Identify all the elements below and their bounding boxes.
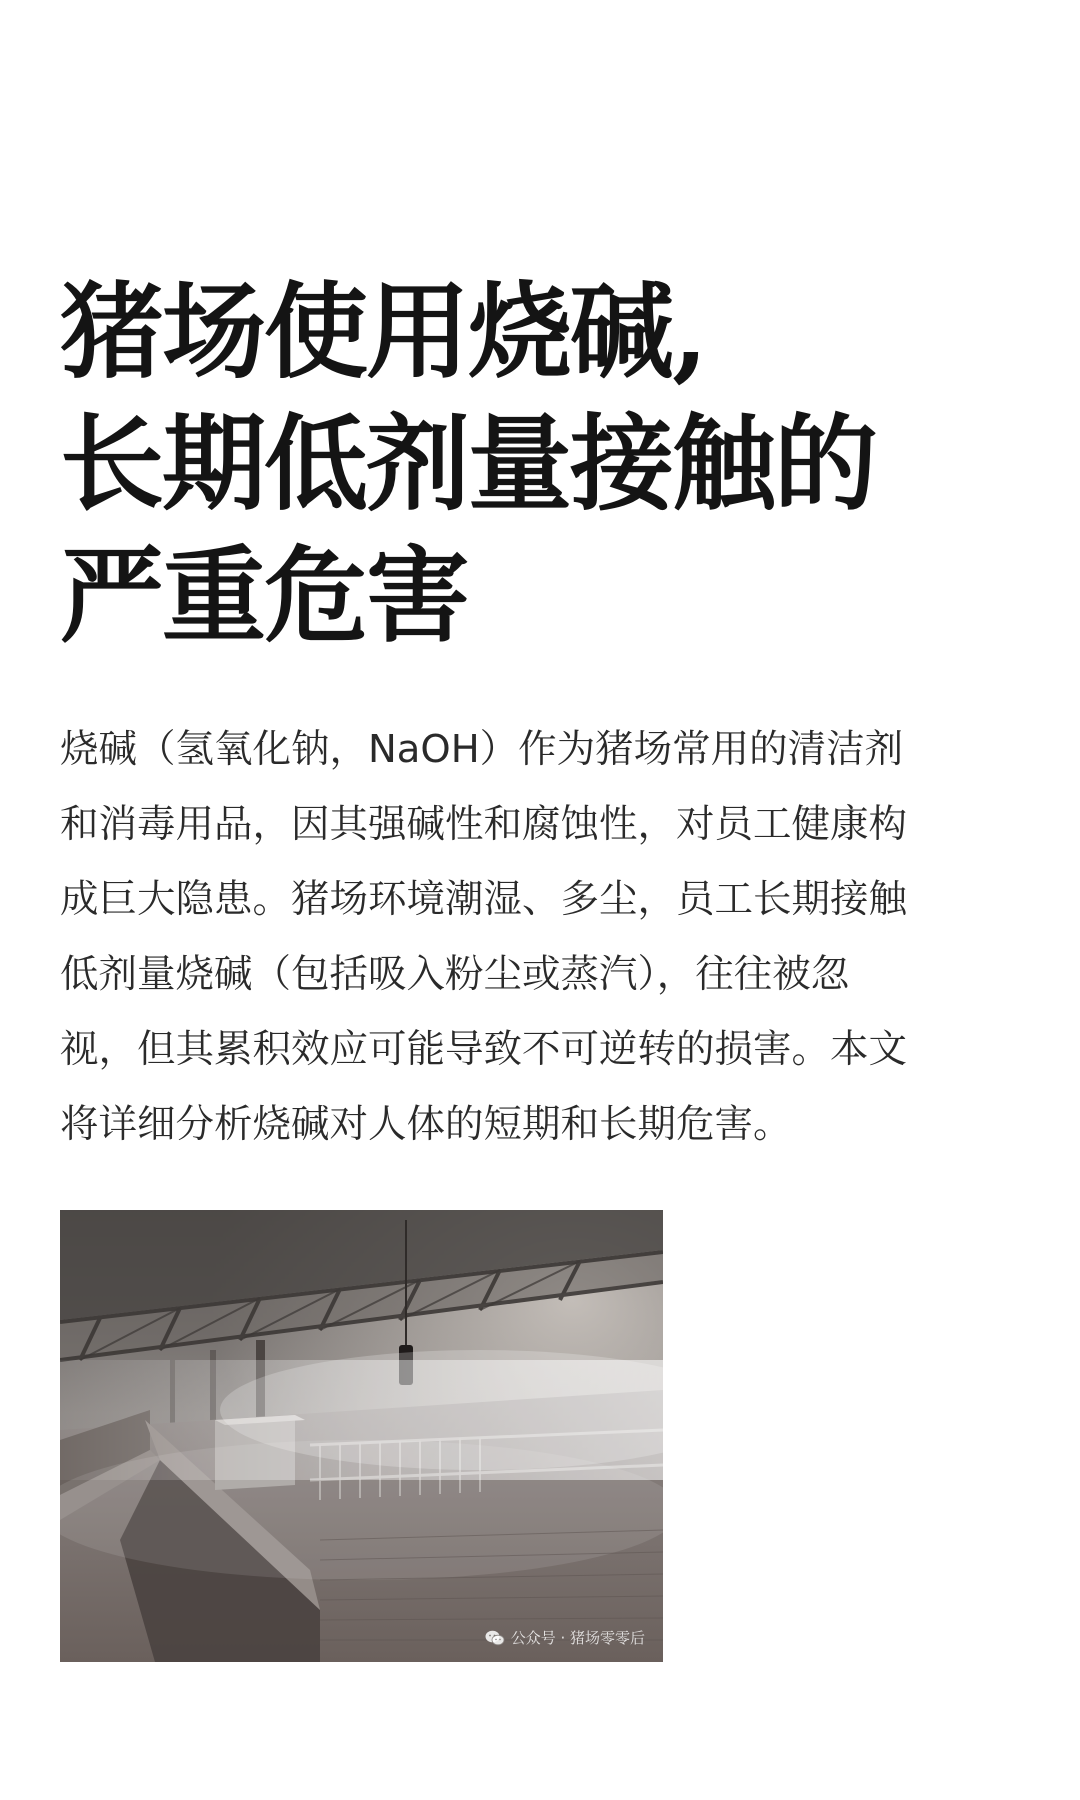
title-line-3: 严重危害 — [60, 534, 469, 657]
intro-line-5: 视，但其累积效应可能导致不可逆转的损害。本文 — [60, 1027, 908, 1072]
wechat-icon — [485, 1630, 505, 1646]
title-line-2: 长期低剂量接触的 — [60, 402, 877, 525]
intro-line-4: 低剂量烧碱（包括吸入粉尘或蒸汽），往往被忽 — [60, 952, 850, 997]
photo-watermark — [485, 1627, 645, 1648]
intro-line-6: 将详细分析烧碱对人体的短期和长期危害。 — [60, 1102, 792, 1147]
intro-line-3: 成巨大隐患。猪场环境潮湿、多尘，员工长期接触 — [60, 877, 908, 922]
article-title — [60, 266, 1020, 662]
watermark-text: 公众号 · 猪场零零后 — [510, 1629, 645, 1647]
title-line-1: 猪场使用烧碱, — [60, 270, 707, 393]
pig-barn-illustration — [60, 1210, 663, 1662]
intro-line-1: 烧碱（氢氧化钠，NaOH）作为猪场常用的清洁剂 — [60, 727, 904, 772]
pig-barn-photo[interactable] — [60, 1210, 663, 1662]
intro-line-2: 和消毒用品，因其强碱性和腐蚀性，对员工健康构 — [60, 802, 908, 847]
intro-paragraph — [60, 712, 1030, 1162]
